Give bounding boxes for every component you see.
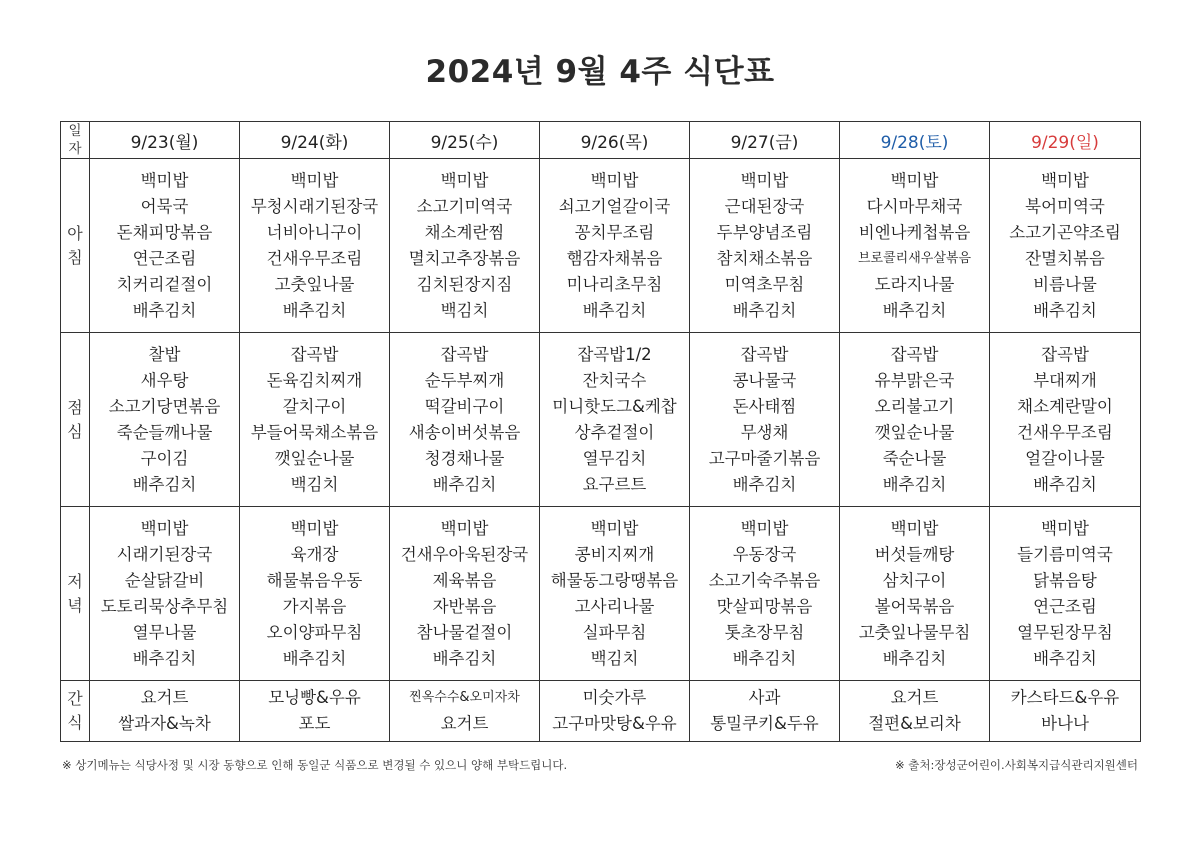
dinner-cell-sun bbox=[990, 507, 1141, 681]
menu-item: 쌀과자&녹차 bbox=[118, 714, 211, 733]
menu-item: 유부맑은국 bbox=[874, 370, 955, 390]
snack-cell-mon bbox=[90, 681, 240, 742]
menu-item: 백미밥 bbox=[740, 170, 789, 190]
menu-item: 열무나물 bbox=[132, 622, 197, 642]
menu-item: 배추김치 bbox=[582, 300, 647, 320]
menu-item: 백미밥 bbox=[140, 518, 189, 538]
menu-item: 백미밥 bbox=[1041, 170, 1089, 190]
menu-item: 배추김치 bbox=[1033, 648, 1097, 668]
menu-item: 참나물겉절이 bbox=[416, 622, 513, 642]
menu-item: 쇠고기얼갈이국 bbox=[558, 196, 671, 216]
menu-item: 청경채나물 bbox=[424, 448, 505, 468]
dinner-cell-thu bbox=[540, 507, 690, 681]
menu-item: 열무된장무침 bbox=[1017, 622, 1113, 642]
menu-item: 백미밥 bbox=[590, 518, 639, 538]
menu-item: 잡곡밥 bbox=[440, 344, 489, 364]
menu-item: 무청시래기된장국 bbox=[250, 196, 379, 216]
menu-item: 백미밥 bbox=[290, 170, 339, 190]
menu-item: 백미밥 bbox=[1041, 518, 1089, 538]
menu-item: 죽순나물 bbox=[882, 448, 947, 468]
menu-item: 소고기곤약조림 bbox=[1009, 222, 1121, 242]
menu-item: 비름나물 bbox=[1033, 274, 1097, 294]
meal-schedule-table bbox=[60, 121, 1141, 742]
menu-item: 어묵국 bbox=[140, 196, 189, 216]
menu-item: 맛살피망볶음 bbox=[716, 596, 813, 616]
menu-item: 잡곡밥 bbox=[740, 344, 789, 364]
menu-item: 배추김치 bbox=[882, 648, 947, 668]
dinner-cell-fri bbox=[690, 507, 840, 681]
menu-item: 제육볶음 bbox=[432, 570, 497, 590]
lunch-cell-wed bbox=[390, 333, 540, 507]
menu-item: 배추김치 bbox=[732, 300, 797, 320]
menu-item: 열무김치 bbox=[582, 448, 647, 468]
breakfast-cell-sat bbox=[840, 159, 990, 333]
snack-cell-sat bbox=[840, 681, 990, 742]
menu-item: 떡갈비구이 bbox=[424, 396, 505, 416]
day-header-sun: 9/29(일) bbox=[990, 122, 1141, 159]
menu-item: 고춧잎나물 bbox=[274, 274, 355, 294]
menu-item: 배추김치 bbox=[1033, 300, 1097, 320]
menu-item: 김치된장지짐 bbox=[416, 274, 513, 294]
menu-item: 백김치 bbox=[590, 648, 639, 668]
menu-item: 버섯들깨탕 bbox=[874, 544, 955, 564]
menu-item: 육개장 bbox=[290, 544, 339, 564]
menu-item: 실파무침 bbox=[582, 622, 647, 642]
menu-item: 백김치 bbox=[290, 474, 339, 494]
lunch-cell-thu bbox=[540, 333, 690, 507]
menu-item: 배추김치 bbox=[882, 474, 947, 494]
menu-item: 해물볶음우동 bbox=[266, 570, 363, 590]
menu-item: 새우탕 bbox=[140, 370, 189, 390]
menu-item: 배추김치 bbox=[282, 648, 347, 668]
menu-item: 잡곡밥 bbox=[290, 344, 339, 364]
day-header-thu: 9/26(목) bbox=[540, 122, 690, 159]
dinner-cell-tue bbox=[240, 507, 390, 681]
lunch-row bbox=[61, 333, 1141, 507]
menu-item: 새송이버섯볶음 bbox=[408, 422, 521, 442]
lunch-cell-tue bbox=[240, 333, 390, 507]
menu-item: 잔치국수 bbox=[582, 370, 647, 390]
menu-item: 부대찌개 bbox=[1033, 370, 1097, 390]
menu-item: 미역초무침 bbox=[724, 274, 805, 294]
footnote-source: ※ 출처:장성군어린이.사회복지급식관리지원센터 bbox=[895, 758, 1138, 772]
menu-item: 건새우아욱된장국 bbox=[400, 544, 529, 564]
menu-item: 갈치구이 bbox=[282, 396, 347, 416]
menu-item: 백미밥 bbox=[590, 170, 639, 190]
menu-item: 건새우무조림 bbox=[266, 248, 363, 268]
menu-item: 백미밥 bbox=[890, 170, 939, 190]
lunch-cell-sun bbox=[990, 333, 1141, 507]
menu-item: 해물동그랑땡볶음 bbox=[550, 570, 679, 590]
menu-item: 연근조림 bbox=[132, 248, 197, 268]
menu-item: 백미밥 bbox=[440, 518, 489, 538]
page-title: 2024년 9월 4주 식단표 bbox=[425, 54, 775, 90]
breakfast-row bbox=[61, 159, 1141, 333]
menu-item: 다시마무채국 bbox=[866, 196, 963, 216]
menu-item: 얼갈이나물 bbox=[1025, 448, 1105, 468]
breakfast-label: 아 침 bbox=[61, 159, 90, 333]
menu-item: 채소계란말이 bbox=[1017, 396, 1113, 416]
day-header-sat: 9/28(토) bbox=[840, 122, 990, 159]
menu-item: 소고기숙주볶음 bbox=[708, 570, 821, 590]
menu-item: 건새우무조림 bbox=[1017, 422, 1113, 442]
menu-item: 비엔나케첩볶음 bbox=[858, 222, 971, 242]
breakfast-cell-tue bbox=[240, 159, 390, 333]
menu-item: 미숫가루 bbox=[582, 688, 647, 707]
menu-item: 요거트 bbox=[140, 688, 189, 707]
menu-item: 배추김치 bbox=[132, 474, 197, 494]
menu-item: 배추김치 bbox=[432, 648, 497, 668]
dinner-cell-mon bbox=[90, 507, 240, 681]
lunch-cell-fri bbox=[690, 333, 840, 507]
menu-item: 백미밥 bbox=[290, 518, 339, 538]
header-row bbox=[61, 122, 1141, 159]
lunch-cell-sat bbox=[840, 333, 990, 507]
menu-item: 닭볶음탕 bbox=[1033, 570, 1097, 590]
menu-item: 북어미역국 bbox=[1025, 196, 1105, 216]
menu-item: 콩비지찌개 bbox=[574, 544, 655, 564]
lunch-cell-mon bbox=[90, 333, 240, 507]
menu-item: 배추김치 bbox=[882, 300, 947, 320]
menu-item: 삼치구이 bbox=[882, 570, 947, 590]
menu-item: 멸치고추장볶음 bbox=[408, 248, 521, 268]
breakfast-cell-thu bbox=[540, 159, 690, 333]
breakfast-cell-fri bbox=[690, 159, 840, 333]
menu-item: 통밀쿠키&두유 bbox=[710, 714, 819, 733]
menu-item: 너비아니구이 bbox=[266, 222, 363, 242]
menu-item: 요구르트 bbox=[582, 474, 647, 494]
breakfast-cell-wed bbox=[390, 159, 540, 333]
menu-item: 깻잎순나물 bbox=[274, 448, 355, 468]
menu-item: 백미밥 bbox=[140, 170, 189, 190]
snack-row bbox=[61, 681, 1141, 742]
menu-item: 도토리묵상추무침 bbox=[100, 596, 229, 616]
menu-item: 톳초장무침 bbox=[724, 622, 805, 642]
menu-item: 고사리나물 bbox=[574, 596, 655, 616]
menu-item: 시래기된장국 bbox=[116, 544, 213, 564]
menu-item: 미나리초무침 bbox=[566, 274, 663, 294]
menu-item: 요거트 bbox=[440, 714, 489, 733]
menu-item: 배추김치 bbox=[1033, 474, 1097, 494]
snack-cell-sun bbox=[990, 681, 1141, 742]
date-label: 일 자 bbox=[61, 122, 90, 159]
menu-item: 깻잎순나물 bbox=[874, 422, 955, 442]
menu-item: 치커리겉절이 bbox=[116, 274, 213, 294]
menu-item: 잔멸치볶음 bbox=[1025, 248, 1105, 268]
menu-item: 우동장국 bbox=[732, 544, 797, 564]
menu-item: 카스타드&우유 bbox=[1010, 688, 1120, 707]
menu-item: 바나나 bbox=[1041, 714, 1089, 733]
menu-item: 연근조림 bbox=[1033, 596, 1097, 616]
menu-item: 사과 bbox=[748, 688, 781, 707]
menu-item: 찰밥 bbox=[148, 344, 181, 364]
menu-item: 돈육김치찌개 bbox=[266, 370, 363, 390]
menu-item: 고구마줄기볶음 bbox=[708, 448, 821, 468]
menu-item: 채소계란찜 bbox=[424, 222, 505, 242]
day-header-fri: 9/27(금) bbox=[690, 122, 840, 159]
menu-item: 상추겉절이 bbox=[574, 422, 655, 442]
menu-item: 두부양념조림 bbox=[716, 222, 813, 242]
day-header-mon: 9/23(월) bbox=[90, 122, 240, 159]
snack-label: 간 식 bbox=[61, 681, 90, 742]
menu-item: 모닝빵&우유 bbox=[268, 688, 361, 707]
menu-item: 브로콜리새우살볶음 bbox=[857, 250, 972, 266]
menu-item: 찐옥수수&오미자차 bbox=[409, 690, 520, 705]
menu-item: 오리불고기 bbox=[874, 396, 955, 416]
menu-item: 잡곡밥 bbox=[1041, 344, 1089, 364]
menu-item: 잡곡밥 bbox=[890, 344, 939, 364]
snack-cell-tue bbox=[240, 681, 390, 742]
dinner-cell-sat bbox=[840, 507, 990, 681]
menu-item: 소고기당면볶음 bbox=[108, 396, 221, 416]
snack-cell-wed bbox=[390, 681, 540, 742]
menu-item: 부들어묵채소볶음 bbox=[250, 422, 379, 442]
menu-item: 잡곡밥1/2 bbox=[577, 344, 652, 364]
day-header-wed: 9/25(수) bbox=[390, 122, 540, 159]
menu-item: 고춧잎나물무침 bbox=[858, 622, 971, 642]
menu-item: 햄감자채볶음 bbox=[566, 248, 663, 268]
dinner-row bbox=[61, 507, 1141, 681]
breakfast-cell-mon bbox=[90, 159, 240, 333]
menu-item: 순두부찌개 bbox=[424, 370, 505, 390]
menu-item: 요거트 bbox=[890, 688, 939, 707]
menu-item: 순살닭갈비 bbox=[124, 570, 205, 590]
menu-item: 근대된장국 bbox=[724, 196, 805, 216]
menu-item: 구이김 bbox=[140, 448, 189, 468]
menu-item: 절편&보리차 bbox=[868, 714, 961, 733]
menu-item: 들기름미역국 bbox=[1017, 544, 1113, 564]
menu-item: 가지볶음 bbox=[282, 596, 347, 616]
menu-item: 소고기미역국 bbox=[416, 196, 513, 216]
menu-item: 꽁치무조림 bbox=[574, 222, 655, 242]
dinner-cell-wed bbox=[390, 507, 540, 681]
menu-item: 돈사태찜 bbox=[732, 396, 797, 416]
menu-item: 배추김치 bbox=[432, 474, 497, 494]
snack-cell-thu bbox=[540, 681, 690, 742]
menu-item: 배추김치 bbox=[282, 300, 347, 320]
menu-item: 죽순들깨나물 bbox=[116, 422, 213, 442]
menu-item: 배추김치 bbox=[732, 474, 797, 494]
menu-item: 자반볶음 bbox=[432, 596, 497, 616]
menu-item: 배추김치 bbox=[132, 648, 197, 668]
menu-item: 무생채 bbox=[740, 422, 789, 442]
menu-item: 배추김치 bbox=[132, 300, 197, 320]
day-header-tue: 9/24(화) bbox=[240, 122, 390, 159]
menu-item: 오이양파무침 bbox=[266, 622, 363, 642]
snack-cell-fri bbox=[690, 681, 840, 742]
menu-item: 도라지나물 bbox=[874, 274, 955, 294]
menu-item: 배추김치 bbox=[732, 648, 797, 668]
lunch-label: 점 심 bbox=[61, 333, 90, 507]
menu-item: 백미밥 bbox=[740, 518, 789, 538]
menu-item: 돈채피망볶음 bbox=[116, 222, 213, 242]
menu-item: 콩나물국 bbox=[732, 370, 797, 390]
menu-item: 미니핫도그&케찹 bbox=[552, 396, 677, 416]
menu-item: 백미밥 bbox=[890, 518, 939, 538]
menu-item: 포도 bbox=[298, 714, 331, 733]
menu-item: 볼어묵볶음 bbox=[874, 596, 955, 616]
menu-item: 백미밥 bbox=[440, 170, 489, 190]
menu-item: 고구마맛탕&우유 bbox=[552, 714, 677, 733]
breakfast-cell-sun bbox=[990, 159, 1141, 333]
footnote-notice: ※ 상기메뉴는 식당사정 및 시장 동향으로 인해 동일군 식품으로 변경될 수 있으니 양해 부탁드립니다. bbox=[62, 758, 568, 772]
menu-item: 백김치 bbox=[440, 300, 489, 320]
menu-item: 참치채소볶음 bbox=[716, 248, 813, 268]
dinner-label: 저 녁 bbox=[61, 507, 90, 681]
